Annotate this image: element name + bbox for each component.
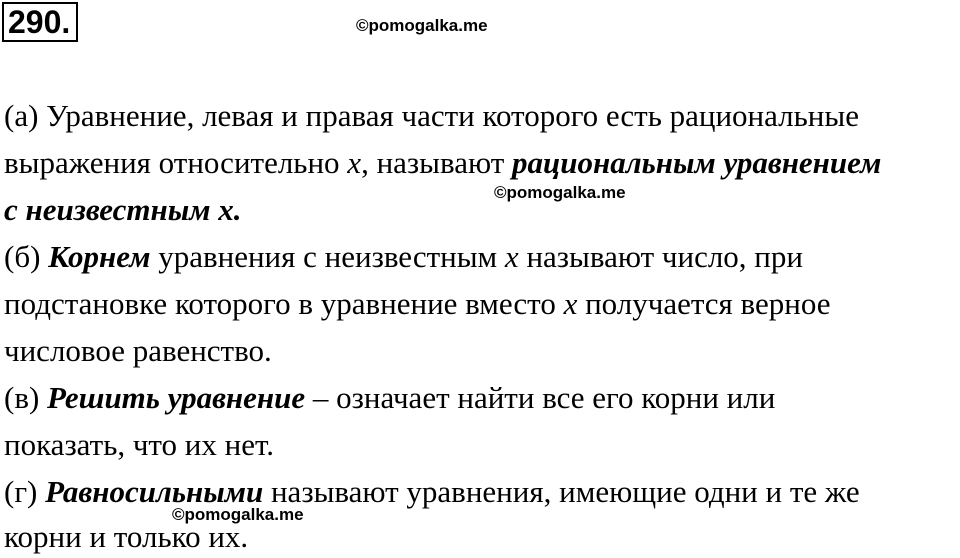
term-with-unknown-x: с неизвестным x. — [4, 192, 242, 227]
variable-x: x — [563, 286, 578, 321]
text-line-d-2: корни и только их. — [4, 519, 249, 554]
watermark: ©pomogalka.me — [356, 16, 488, 35]
watermark: ©pomogalka.me — [494, 183, 626, 202]
text-line-d-1 — [4, 474, 860, 510]
text-line-b-2 — [4, 286, 831, 322]
text-fragment: (б) — [4, 239, 49, 274]
text-fragment: называют уравнения, имеющие одни и те же — [263, 474, 860, 509]
text-fragment: – означает найти все его корни или — [305, 380, 776, 415]
term-solve-equation: Решить уравнение — [47, 380, 306, 415]
text-line-b-3: числовое равенство. — [4, 333, 272, 368]
variable-x: x — [347, 145, 362, 180]
variable-x: x — [504, 239, 519, 274]
text-fragment: (г) — [4, 474, 46, 509]
term-equivalent: Равносильными — [45, 474, 264, 509]
text-fragment: выражения относительно — [4, 145, 348, 180]
problem-number: 290. — [2, 2, 78, 42]
term-root: Корнем — [48, 239, 151, 274]
text-fragment: подстановке которого в уравнение вместо — [4, 286, 564, 321]
text-fragment: называют число, при — [518, 239, 803, 274]
text-line-b-1 — [4, 239, 803, 275]
text-line-a-2 — [4, 145, 881, 181]
text-fragment: (в) — [4, 380, 48, 415]
text-fragment: получается верное — [577, 286, 831, 321]
term-rational-equation: рациональным уравнением — [512, 145, 882, 180]
text-line-a-1: (а) Уравнение, левая и правая части которого есть рациональные — [4, 98, 859, 133]
text-line-c-2: показать, что их нет. — [4, 427, 274, 462]
text-line-c-1 — [4, 380, 775, 416]
text-line-a-3 — [4, 192, 241, 228]
watermark: ©pomogalka.me — [172, 505, 304, 524]
text-fragment: уравнения с неизвестным — [150, 239, 505, 274]
text-fragment: , называют — [361, 145, 513, 180]
